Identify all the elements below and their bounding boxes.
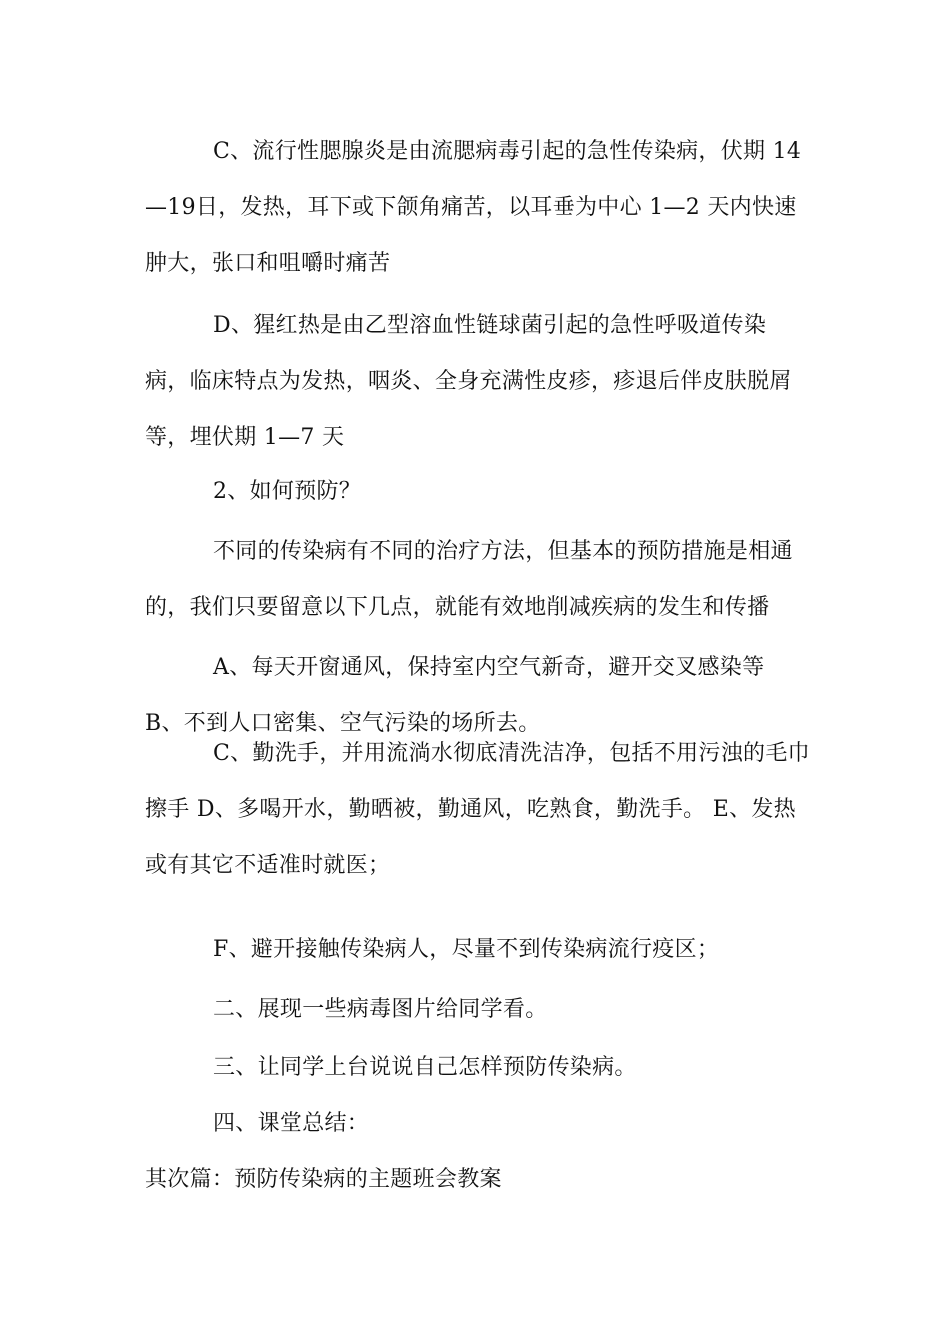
paragraph-prevention-intro: 不同的传染病有不同的治疗方法，但基本的预防措施是相通的，我们只要留意以下几点，就能有效地削减疾病的发生和传播: [145, 539, 793, 620]
paragraph-prevention-heading: 2、如何预防？: [213, 479, 362, 504]
paragraph-next-chapter-title: 其次篇：预防传染病的主题班会教案: [145, 1167, 502, 1192]
paragraph-measure-f: F、避开接触传染病人，尽量不到传染病流行疫区；: [213, 937, 720, 962]
paragraph-section-two: 二、展现一些病毒图片给同学看。: [213, 997, 548, 1022]
paragraph-scarlet-fever: D、猩红热是由乙型溶血性链球菌引起的急性呼吸道传染病，临床特点为发热，咽炎、全身充满性皮疹，疹退后伴皮肤脱屑等，埋伏期 1—7 天: [145, 313, 792, 450]
paragraph-mumps: C、流行性腮腺炎是由流腮病毒引起的急性传染病，伏期 14—19日，发热，耳下或下颌角痛苦，以耳垂为中心 1—2 天内快速肿大，张口和咀嚼时痛苦: [145, 139, 802, 276]
paragraph-measures-c-d-e: C、勤洗手，并用流淌水彻底清洗洁净，包括不用污浊的毛巾擦手 D、多喝开水，勤晒被，勤通风，吃熟食，勤洗手。 E、发热或有其它不适准时就医；: [145, 741, 810, 878]
paragraph-measures-a-b: A、每天开窗通风，保持室内空气新奇，避开交叉感染等 B、不到人口密集、空气污染的场所去。: [145, 655, 765, 736]
paragraph-section-three: 三、让同学上台说说自己怎样预防传染病。: [213, 1055, 637, 1080]
paragraph-section-four: 四、课堂总结：: [213, 1111, 370, 1136]
